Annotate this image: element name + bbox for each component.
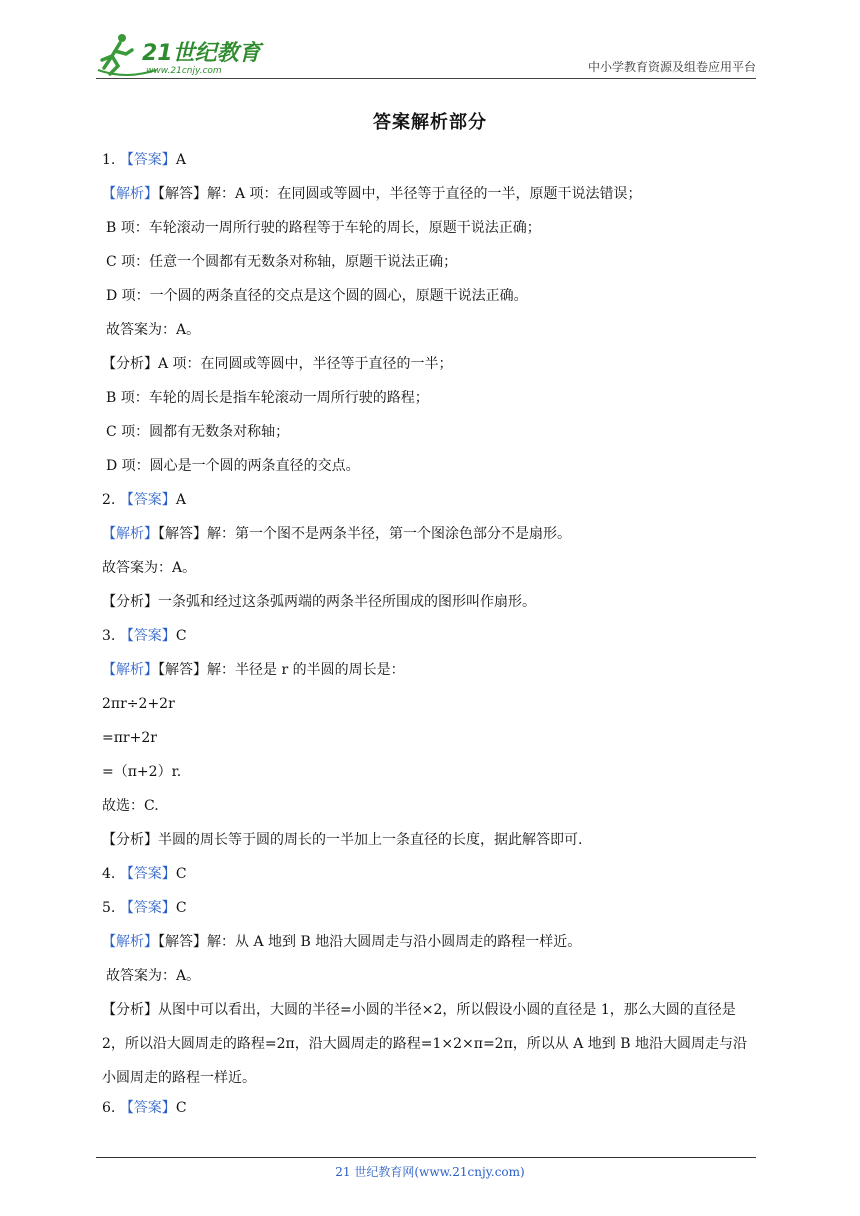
answer-text: 【分析】A 项：在同圆或等圆中，半径等于直径的一半； xyxy=(102,356,453,372)
answer-line xyxy=(102,933,581,951)
page-footer: 21 世纪教育网(www.21cnjy.com) xyxy=(335,1165,525,1179)
answer-line xyxy=(106,389,429,407)
answer-line xyxy=(102,661,405,679)
answer-text: 6. xyxy=(102,1100,120,1116)
answer-line xyxy=(102,559,196,577)
answer-tag: 【解析】 xyxy=(102,934,158,950)
answer-tag: 【答案】 xyxy=(119,866,176,882)
answer-line xyxy=(102,729,157,747)
answer-line xyxy=(106,321,200,339)
answer-line xyxy=(102,695,175,713)
answer-text: 【分析】从图中可以看出，大圆的半径=小圆的半径×2，所以假设小圆的直径是 1，那么大圆的直径是 2，所以沿大圆周走的路程=2π，沿大圆周走的路程=1×2×π=2π，所以从 A 地到 B 地沿大圆周走与沿小圆周走的路程一样近。 xyxy=(102,1002,747,1086)
answer-text: 【解答】解：第一个图不是两条半径，第一个图涂色部分不是扇形。 xyxy=(158,526,571,542)
answer-text: 故答案为：A。 xyxy=(102,560,197,576)
answer-text: 【分析】半圆的周长等于圆的周长的一半加上一条直径的长度，据此解答即可. xyxy=(102,832,583,848)
answer-text: 【解答】解：从 A 地到 B 地沿大圆周走与沿小圆周走的路程一样近。 xyxy=(158,934,582,950)
answer-text: =（π+2）r. xyxy=(102,764,182,780)
answer-line xyxy=(106,423,289,441)
answer-text: A xyxy=(175,492,186,508)
answer-text: D 项：圆心是一个圆的两条直径的交点。 xyxy=(106,458,360,474)
answer-text: C 项：圆都有无数条对称轴； xyxy=(106,424,290,440)
answer-line xyxy=(102,831,582,849)
answer-line xyxy=(106,457,360,475)
answer-tag: 【答案】 xyxy=(119,900,176,916)
answer-text: 1. xyxy=(102,152,120,168)
answer-text: D 项：一个圆的两条直径的交点是这个圆的圆心，原题干说法正确。 xyxy=(106,288,528,304)
answer-text: 2. xyxy=(102,492,120,508)
answer-line xyxy=(106,219,541,237)
answer-line xyxy=(102,797,159,815)
answer-text: C xyxy=(175,1100,187,1116)
answer-text: 【解答】解：半径是 r 的半圆的周长是： xyxy=(158,662,405,678)
answer-line xyxy=(102,763,181,781)
answer-tag: 【解析】 xyxy=(102,526,158,542)
answer-line xyxy=(106,287,528,305)
answer-text: 故答案为：A。 xyxy=(106,322,201,338)
answer-tag: 【答案】 xyxy=(119,152,176,168)
answer-text: C xyxy=(175,900,187,916)
answer-text: B 项：车轮的周长是指车轮滚动一周所行驶的路程； xyxy=(106,390,429,406)
answer-text: B 项：车轮滚动一周所行驶的路程等于车轮的周长，原题干说法正确； xyxy=(106,220,541,236)
answer-line xyxy=(102,1099,187,1117)
answer-line xyxy=(102,627,187,645)
answer-text: 【分析】一条弧和经过这条弧两端的两条半径所围成的图形叫作扇形。 xyxy=(102,594,536,610)
answer-tag: 【答案】 xyxy=(119,492,176,508)
answer-text: C 项：任意一个圆都有无数条对称轴，原题干说法正确； xyxy=(106,254,458,270)
answer-tag: 【答案】 xyxy=(119,628,176,644)
page-title: 答案解析部分 xyxy=(373,112,487,133)
answer-text: 2πr÷2+2r xyxy=(102,696,175,712)
answer-line xyxy=(102,355,453,373)
svg-text:www.21cnjy.com: www.21cnjy.com xyxy=(146,66,222,76)
answer-line xyxy=(102,593,536,611)
page-header xyxy=(96,30,756,80)
answer-text: C xyxy=(175,628,187,644)
answer-text: =πr+2r xyxy=(102,730,157,746)
answer-text: 3. xyxy=(102,628,120,644)
answer-line xyxy=(102,865,187,883)
answer-line xyxy=(102,525,571,543)
answer-line xyxy=(102,491,186,509)
answer-text: 4. xyxy=(102,866,120,882)
answer-text: C xyxy=(175,866,187,882)
answer-line xyxy=(102,993,758,1095)
answer-text: 【解答】解：A 项：在同圆或等圆中，半径等于直径的一半，原题干说法错误； xyxy=(158,186,642,202)
answer-tag: 【解析】 xyxy=(102,662,158,678)
site-logo xyxy=(96,30,266,78)
svg-text:21世纪教育: 21世纪教育 xyxy=(142,41,261,66)
answer-text: 故选：C. xyxy=(102,798,159,814)
answer-tag: 【答案】 xyxy=(119,1100,176,1116)
answer-line xyxy=(106,253,457,271)
answer-text: 5. xyxy=(102,900,120,916)
answer-tag: 【解析】 xyxy=(102,186,158,202)
footer-divider xyxy=(96,1157,756,1158)
header-divider xyxy=(96,78,756,79)
answer-line xyxy=(106,967,200,985)
answer-text: 故答案为：A。 xyxy=(106,968,201,984)
answer-line xyxy=(102,899,187,917)
platform-name: 中小学教育资源及组卷应用平台 xyxy=(587,60,756,74)
answer-line xyxy=(102,151,186,169)
answer-text: A xyxy=(175,152,186,168)
answer-line xyxy=(102,185,642,203)
